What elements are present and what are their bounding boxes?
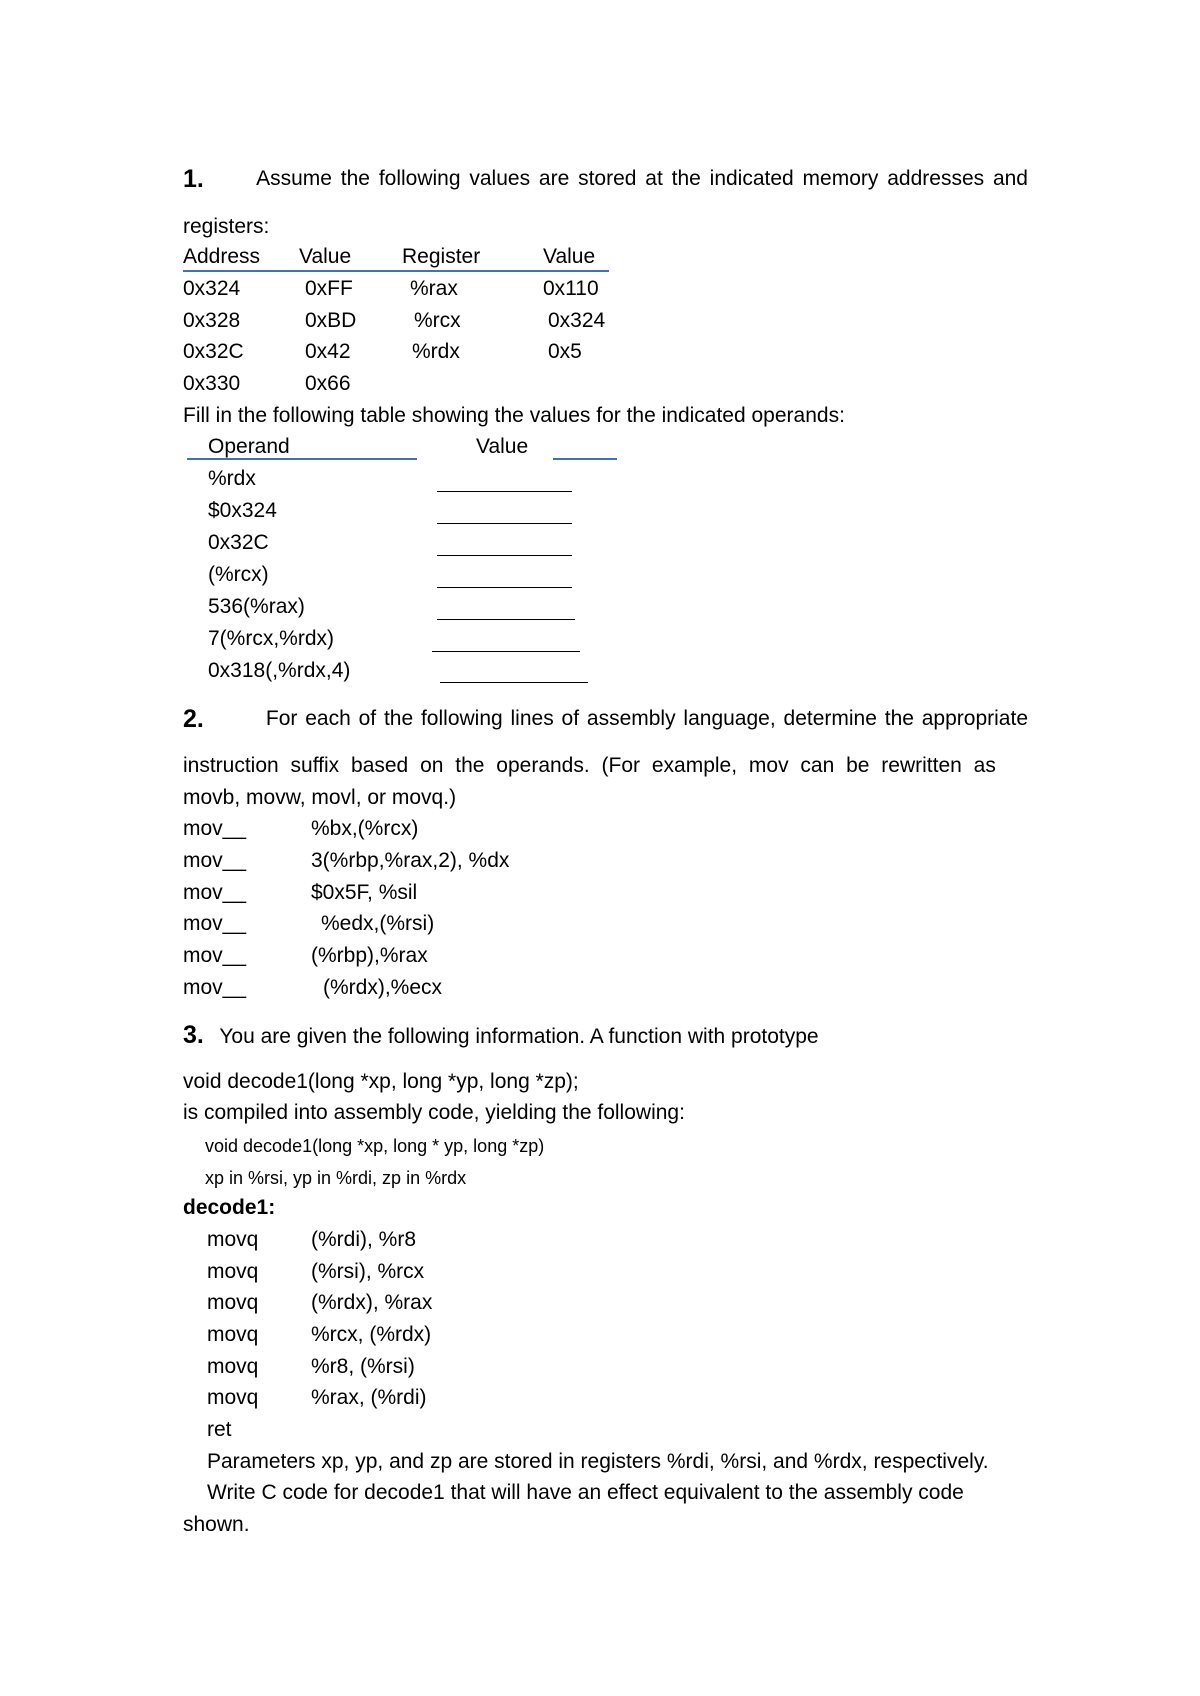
answer-blank[interactable] xyxy=(432,651,580,652)
fill-prompt: Fill in the following table showing the values for the indicated operands: xyxy=(183,404,845,427)
q3-prototype: void decode1(long *xp, long *yp, long *zp); xyxy=(183,1070,579,1093)
header-address: Address xyxy=(183,245,261,268)
code-op: ret xyxy=(207,1418,232,1441)
code-args: (%rsi), %rcx xyxy=(311,1260,425,1283)
instruction-op: mov__ xyxy=(183,881,247,904)
instruction-operands: 3(%rbp,%rax,2), %dx xyxy=(311,849,510,872)
q3-comment-line1: void decode1(long *xp, long * yp, long *zp) xyxy=(205,1136,545,1156)
instruction-operands: (%rbp),%rax xyxy=(311,944,428,967)
mem-value: 0xBD xyxy=(305,309,357,332)
code-args: %r8, (%rsi) xyxy=(311,1355,415,1378)
header-underline-1 xyxy=(183,270,391,272)
mem-address: 0x328 xyxy=(183,309,241,332)
reg-value: 0x110 xyxy=(543,277,599,300)
code-op: movq xyxy=(207,1291,259,1314)
q3-intro-text: You are given the following information. A function with prototype xyxy=(219,1025,819,1048)
code-args: (%rdi), %r8 xyxy=(311,1228,417,1251)
answer-blank[interactable] xyxy=(440,682,588,683)
code-op: movq xyxy=(207,1323,259,1346)
q2-intro-text: For each of the following lines of assembly language, determine the appropriate xyxy=(265,707,1028,730)
operand: %rdx xyxy=(208,467,256,490)
instruction-operands: $0x5F, %sil xyxy=(311,881,418,904)
reg-value: 0x5 xyxy=(548,340,582,363)
operand-header: Operand xyxy=(208,435,290,458)
operand: 0x318(,%rdx,4) xyxy=(208,659,351,682)
q3-params-text: Parameters xp, yp, and zp are stored in registers %rdi, %rsi, and %rdx, respectively. xyxy=(207,1450,989,1473)
code-op: movq xyxy=(207,1260,259,1283)
answer-blank[interactable] xyxy=(437,523,572,524)
mem-address: 0x32C xyxy=(183,340,244,363)
instruction-op: mov__ xyxy=(183,944,247,967)
answer-blank[interactable] xyxy=(437,619,575,620)
instruction-operands: %edx,(%rsi) xyxy=(321,912,435,935)
q1-number: 1. xyxy=(183,165,204,193)
instruction-op: mov__ xyxy=(183,849,247,872)
operand: 536(%rax) xyxy=(208,595,305,618)
instruction-operands: %bx,(%rcx) xyxy=(311,817,419,840)
q3-number: 3. xyxy=(183,1021,204,1049)
operand-header-underline-2 xyxy=(322,458,417,460)
reg-name: %rax xyxy=(410,277,458,300)
reg-name: %rdx xyxy=(412,340,460,363)
instruction-op: mov__ xyxy=(183,912,247,935)
header-value: Value xyxy=(299,245,352,268)
reg-value: 0x324 xyxy=(548,309,606,332)
q3-comment-line2: xp in %rsi, yp in %rdi, zp in %rdx xyxy=(205,1168,467,1188)
code-op: movq xyxy=(207,1228,259,1251)
header-underline-2 xyxy=(391,270,609,272)
code-args: %rax, (%rdi) xyxy=(311,1386,427,1409)
operand: 7(%rcx,%rdx) xyxy=(208,627,335,650)
q3-task-line2: shown. xyxy=(183,1513,250,1536)
q3-intro-line xyxy=(183,1022,819,1050)
q2-intro-line2: instruction suffix based on the operands. (For example, mov can be rewritten as xyxy=(183,754,996,777)
operand-value-header: Value xyxy=(476,435,529,458)
q1-intro-line2: registers: xyxy=(183,215,270,238)
operand: (%rcx) xyxy=(208,563,269,586)
instruction-op: mov__ xyxy=(183,976,247,999)
mem-value: 0xFF xyxy=(305,277,353,300)
instruction-op: mov__ xyxy=(183,817,247,840)
q3-task-line1: Write C code for decode1 that will have an effect equivalent to the assembly code xyxy=(207,1481,964,1504)
q1-intro-line1 xyxy=(183,166,1028,192)
operand: $0x324 xyxy=(208,499,277,522)
mem-value: 0x42 xyxy=(305,340,351,363)
mem-value: 0x66 xyxy=(305,372,351,395)
q1-intro-text: Assume the following values are stored at the indicated memory addresses and xyxy=(256,167,1028,190)
answer-blank[interactable] xyxy=(437,491,572,492)
q2-intro-line1 xyxy=(183,706,1028,732)
mem-address: 0x324 xyxy=(183,277,241,300)
answer-blank[interactable] xyxy=(437,587,572,588)
operand-header-underline-3 xyxy=(553,458,617,460)
header-register-value: Value xyxy=(543,245,596,268)
q3-code-label: decode1: xyxy=(183,1196,276,1219)
code-op: movq xyxy=(207,1355,259,1378)
reg-name: %rcx xyxy=(414,309,461,332)
operand: 0x32C xyxy=(208,531,269,554)
q3-compiled-text: is compiled into assembly code, yielding the following: xyxy=(183,1101,685,1124)
code-args: %rcx, (%rdx) xyxy=(311,1323,432,1346)
mem-address: 0x330 xyxy=(183,372,241,395)
header-register: Register xyxy=(402,245,481,268)
code-args: (%rdx), %rax xyxy=(311,1291,433,1314)
instruction-operands: (%rdx),%ecx xyxy=(323,976,443,999)
q2-intro-line3: movb, movw, movl, or movq.) xyxy=(183,786,457,809)
q2-number: 2. xyxy=(183,705,204,733)
code-op: movq xyxy=(207,1386,259,1409)
answer-blank[interactable] xyxy=(437,555,572,556)
